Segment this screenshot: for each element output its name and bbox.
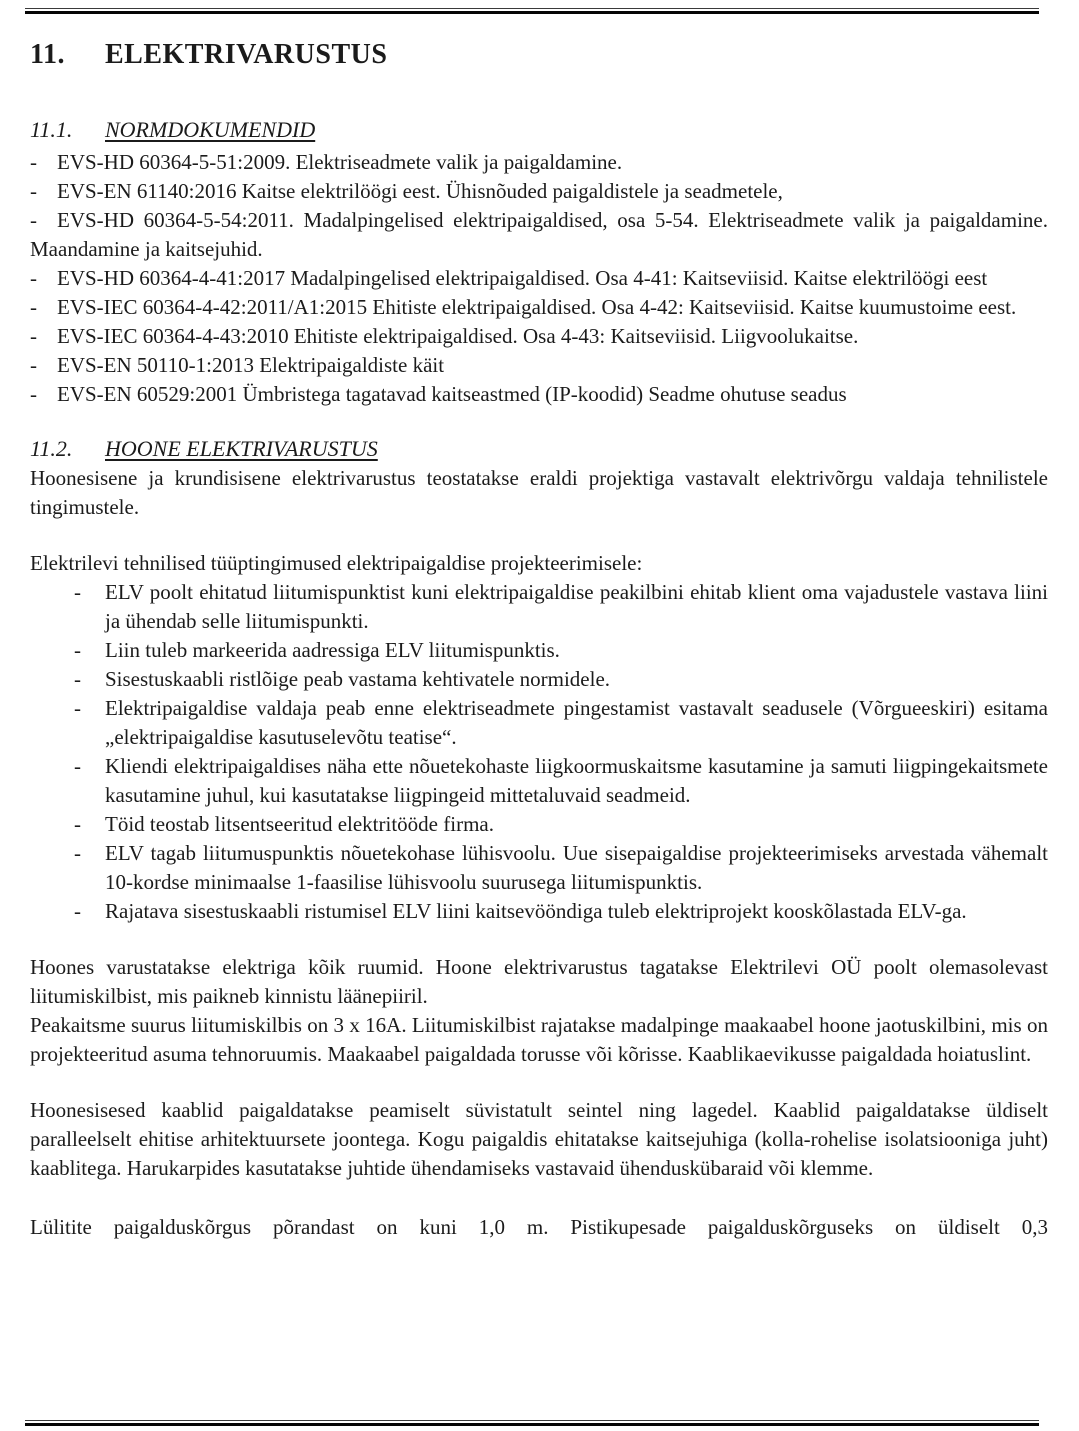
list-item-text: Rajatava sisestuskaabli ristumisel ELV liini kaitsevööndiga tuleb elektriprojekt kooskõlastada ELV-ga. — [105, 899, 967, 923]
list-item — [30, 322, 1048, 351]
list-item-text: Elektripaigaldise valdaja peab enne elektriseadmete pingestamist vastavalt seadusele (Võrgueeskiri) esitama „elektripaigaldise kasutuselevõtu teatise“. — [105, 696, 1048, 749]
list-item — [30, 810, 1048, 839]
list-item — [30, 752, 1048, 810]
bullet-dash: - — [30, 295, 37, 319]
list-item-text: EVS-EN 61140:2016 Kaitse elektrilöögi eest. Ühisnõuded paigaldistele ja seadmetele, — [57, 179, 783, 203]
list-item-text: EVS-HD 60364-4-41:2017 Madalpingelised elektripaigaldised. Osa 4-41: Kaitseviisid. Kaitse elektrilöögi eest — [57, 266, 988, 290]
list-item — [30, 578, 1048, 636]
title-text: ELEKTRIVARUSTUS — [105, 39, 388, 70]
page-content — [30, 14, 1048, 1242]
page-title — [30, 38, 1048, 72]
bullet-dash: - — [30, 353, 37, 377]
list-item — [30, 293, 1048, 322]
bottom-page-rule — [25, 1420, 1039, 1426]
list-item-text: Sisestuskaabli ristlõige peab vastama kehtivatele normidele. — [105, 667, 611, 691]
bullet-dash: - — [74, 667, 81, 691]
norm-documents-list — [30, 148, 1048, 409]
list-item-text: EVS-HD 60364-5-54:2011. Madalpingelised elektripaigaldised, osa 5-54. Elektriseadmete valik ja paigaldamine. Maandamine ja kaitsejuhid. — [30, 208, 1048, 261]
bullet-dash: - — [74, 841, 81, 865]
intro-paragraph: Hoonesisene ja krundisisene elektrivarustus teostatakse eraldi projektiga vastavalt elektrivõrgu valdaja tehnilistele tingimustele. — [30, 466, 1048, 519]
list-item — [30, 665, 1048, 694]
list-item — [30, 206, 1048, 264]
list-item-text: EVS-EN 60529:2001 Ümbristega tagatavad kaitseastmed (IP-koodid) Seadme ohutuse seadus — [57, 382, 847, 406]
title-number: 11. — [30, 39, 65, 70]
bullet-dash: - — [74, 696, 81, 720]
list-item-text: ELV poolt ehitatud liitumispunktist kuni elektripaigaldise peakilbini ehitab klient oma vajadustele vastava liini ja ühendab selle liitumispunkti. — [105, 580, 1048, 633]
list-item-text: EVS-IEC 60364-4-42:2011/A1:2015 Ehitiste elektripaigaldised. Osa 4-42: Kaitseviisid. Kaitse kuumustoime eest. — [57, 295, 1017, 319]
list-item — [30, 839, 1048, 897]
list-intro-paragraph: Elektrilevi tehnilised tüüptingimused elektripaigaldise projekteerimisele: — [30, 551, 643, 575]
list-item-text: EVS-EN 50110-1:2013 Elektripaigaldiste käit — [57, 353, 445, 377]
bullet-dash: - — [30, 150, 37, 174]
list-item — [30, 694, 1048, 752]
body-paragraph: Lülitite paigalduskõrgus põrandast on kuni 1,0 m. Pistikupesade paigalduskõrguseks on üldiselt 0,3 — [30, 1215, 1048, 1239]
section-number: 11.1. — [30, 117, 73, 142]
list-item-text: ELV tagab liitumuspunktis nõuetekohase lühisvoolu. Uue sisepaigaldise projekteerimiseks arvestada vähemalt 10-kordse minimaalse 1-faasilise lühisvoolu suurusega liitumispunktis. — [105, 841, 1048, 894]
bullet-dash: - — [30, 382, 37, 406]
section-heading-normdokumendid — [30, 116, 1048, 143]
body-paragraph: Hoones varustatakse elektriga kõik ruumid. Hoone elektrivarustus tagatakse Elektrilevi OÜ poolt olemasolevast liitumiskilbist, mis paikneb kinnistu läänepiiril. — [30, 955, 1048, 1008]
bullet-dash: - — [74, 754, 81, 778]
section-heading-hoone-elektrivarustus — [30, 435, 1048, 462]
list-item-text: EVS-HD 60364-5-51:2009. Elektriseadmete valik ja paigaldamine. — [57, 150, 623, 174]
list-item — [30, 636, 1048, 665]
bullet-dash: - — [30, 179, 37, 203]
section-title: HOONE ELEKTRIVARUSTUS — [105, 436, 378, 461]
bullet-dash: - — [74, 580, 81, 604]
list-item — [30, 177, 1048, 206]
bullet-dash: - — [30, 324, 37, 348]
list-item-text: EVS-IEC 60364-4-43:2010 Ehitiste elektripaigaldised. Osa 4-43: Kaitseviisid. Liigvoolukaitse. — [57, 324, 859, 348]
elv-conditions-list — [30, 578, 1048, 926]
list-item — [30, 380, 1048, 409]
section-number: 11.2. — [30, 436, 73, 461]
bullet-dash: - — [74, 812, 81, 836]
bullet-dash: - — [30, 266, 37, 290]
list-item-text: Töid teostab litsentseeritud elektritööde firma. — [105, 812, 494, 836]
list-item — [30, 264, 1048, 293]
bullet-dash: - — [74, 899, 81, 923]
bullet-dash: - — [30, 208, 37, 232]
list-item-text: Kliendi elektripaigaldises näha ette nõuetekohaste liigkoormuskaitsme kasutamine ja samuti liigpingekaitsmete kasutamine juhul, kui kasutatakse liigpingeid mittetaluvaid seadmeid. — [105, 754, 1048, 807]
section-title: NORMDOKUMENDID — [105, 117, 316, 142]
body-paragraph: Hoonesisesed kaablid paigaldatakse peamiselt süvistatult seintel ning lagedel. Kaablid paigaldatakse üldiselt paralleelselt ehitise arhitektuursete joontega. Kogu paigaldis ehitatakse kaitsejuhiga (kolla-rohelise isolatsiooniga juht) kaablitega. Harukarpides kasutatakse juhtide ühendamiseks vastavaid ühenduskübaraid või klemme. — [30, 1098, 1048, 1180]
list-item-text: Liin tuleb markeerida aadressiga ELV liitumispunktis. — [105, 638, 560, 662]
bullet-dash: - — [74, 638, 81, 662]
list-item — [30, 148, 1048, 177]
body-paragraph: Peakaitsme suurus liitumiskilbis on 3 x 16A. Liitumiskilbist rajatakse madalpinge maakaabel hoone jaotuskilbini, mis on projekteeritud asuma tehnoruumis. Maakaabel paigaldada torusse või kõrisse. Kaablikaevikusse paigaldada hoiatuslint. — [30, 1013, 1048, 1066]
list-item — [30, 351, 1048, 380]
list-item — [30, 897, 1048, 926]
